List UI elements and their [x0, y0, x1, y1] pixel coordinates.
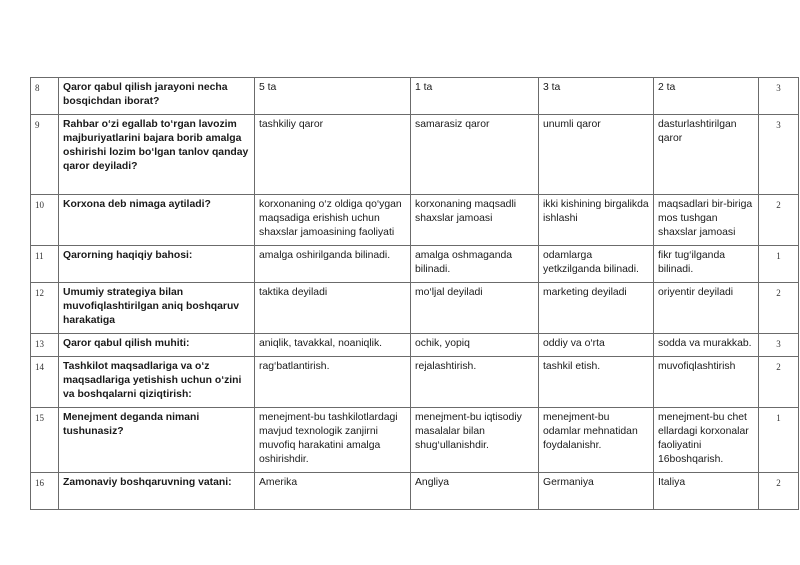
question-text: Rahbar o‘zi egallab to‘rgan lavozim majburiyatlarini bajara borib amalga oshirishi lozim bo‘lgan tanlov qanday qaror deyiladi?	[59, 115, 255, 195]
answer-key: 3	[759, 334, 799, 357]
option-d: 2 ta	[654, 78, 759, 115]
answer-key: 2	[759, 283, 799, 334]
option-c: marketing deyiladi	[539, 283, 654, 334]
option-b: ochik, yopiq	[411, 334, 539, 357]
option-d: sodda va murakkab.	[654, 334, 759, 357]
table-row	[31, 357, 799, 408]
table-row	[31, 408, 799, 473]
option-a: aniqlik, tavakkal, noaniqlik.	[255, 334, 411, 357]
option-d: menejment-bu chet ellardagi korxonalar faoliyatini 16boshqarish.	[654, 408, 759, 473]
table-row	[31, 78, 799, 115]
question-number: 9	[31, 115, 59, 195]
answer-key: 1	[759, 408, 799, 473]
question-number: 15	[31, 408, 59, 473]
option-d: muvofiqlashtirish	[654, 357, 759, 408]
answer-key: 3	[759, 115, 799, 195]
question-number: 13	[31, 334, 59, 357]
question-text: Umumiy strategiya bilan muvofiqlashtirilgan aniq boshqaruv harakatiga	[59, 283, 255, 334]
question-text: Qaror qabul qilish jarayoni necha bosqichdan iborat?	[59, 78, 255, 115]
option-b: samarasiz qaror	[411, 115, 539, 195]
table-row	[31, 473, 799, 510]
option-c: ikki kishining birgalikda ishlashi	[539, 195, 654, 246]
question-number: 10	[31, 195, 59, 246]
option-a: 5 ta	[255, 78, 411, 115]
question-text: Qaror qabul qilish muhiti:	[59, 334, 255, 357]
answer-key: 2	[759, 473, 799, 510]
option-a: rag‘batlantirish.	[255, 357, 411, 408]
option-c: odamlarga yetkzilganda bilinadi.	[539, 246, 654, 283]
table-row	[31, 115, 799, 195]
question-number: 11	[31, 246, 59, 283]
question-text: Tashkilot maqsadlariga va o‘z maqsadlariga yetishish uchun o‘zini va boshqalarni qiziqtirish:	[59, 357, 255, 408]
option-c: oddiy va o‘rta	[539, 334, 654, 357]
option-a: tashkiliy qaror	[255, 115, 411, 195]
option-a: korxonaning o‘z oldiga qo‘ygan maqsadiga erishish uchun shaxslar jamoasining faoliyati	[255, 195, 411, 246]
option-d: oriyentir deyiladi	[654, 283, 759, 334]
option-d: dasturlashtirilgan qaror	[654, 115, 759, 195]
question-number: 8	[31, 78, 59, 115]
table-row	[31, 195, 799, 246]
question-number: 16	[31, 473, 59, 510]
option-c: tashkil etish.	[539, 357, 654, 408]
option-d: maqsadlari bir-biriga mos tushgan shaxslar jamoasi	[654, 195, 759, 246]
question-number: 14	[31, 357, 59, 408]
table-row	[31, 283, 799, 334]
option-a: menejment-bu tashkilotlardagi mavjud texnologik zanjirni muvofiq harakatini amalga oshirishdir.	[255, 408, 411, 473]
option-a: Amerika	[255, 473, 411, 510]
quiz-table-sheet	[30, 77, 781, 510]
answer-key: 2	[759, 195, 799, 246]
table-row	[31, 334, 799, 357]
option-b: 1 ta	[411, 78, 539, 115]
question-number: 12	[31, 283, 59, 334]
quiz-table	[30, 77, 799, 510]
option-b: rejalashtirish.	[411, 357, 539, 408]
question-text: Zamonaviy boshqaruvning vatani:	[59, 473, 255, 510]
option-c: 3 ta	[539, 78, 654, 115]
option-c: unumli qaror	[539, 115, 654, 195]
option-b: Angliya	[411, 473, 539, 510]
option-b: mo‘ljal deyiladi	[411, 283, 539, 334]
option-c: menejment-bu odamlar mehnatidan foydalanishr.	[539, 408, 654, 473]
question-text: Menejment deganda nimani tushunasiz?	[59, 408, 255, 473]
question-text: Korxona deb nimaga aytiladi?	[59, 195, 255, 246]
option-a: amalga oshirilganda bilinadi.	[255, 246, 411, 283]
table-row	[31, 246, 799, 283]
option-b: amalga oshmaganda bilinadi.	[411, 246, 539, 283]
option-b: menejment-bu iqtisodiy masalalar bilan shug‘ullanishdir.	[411, 408, 539, 473]
option-d: fikr tug‘ilganda bilinadi.	[654, 246, 759, 283]
option-d: Italiya	[654, 473, 759, 510]
option-c: Germaniya	[539, 473, 654, 510]
answer-key: 1	[759, 246, 799, 283]
option-a: taktika deyiladi	[255, 283, 411, 334]
option-b: korxonaning maqsadli shaxslar jamoasi	[411, 195, 539, 246]
question-text: Qarorning haqiqiy bahosi:	[59, 246, 255, 283]
answer-key: 3	[759, 78, 799, 115]
answer-key: 2	[759, 357, 799, 408]
